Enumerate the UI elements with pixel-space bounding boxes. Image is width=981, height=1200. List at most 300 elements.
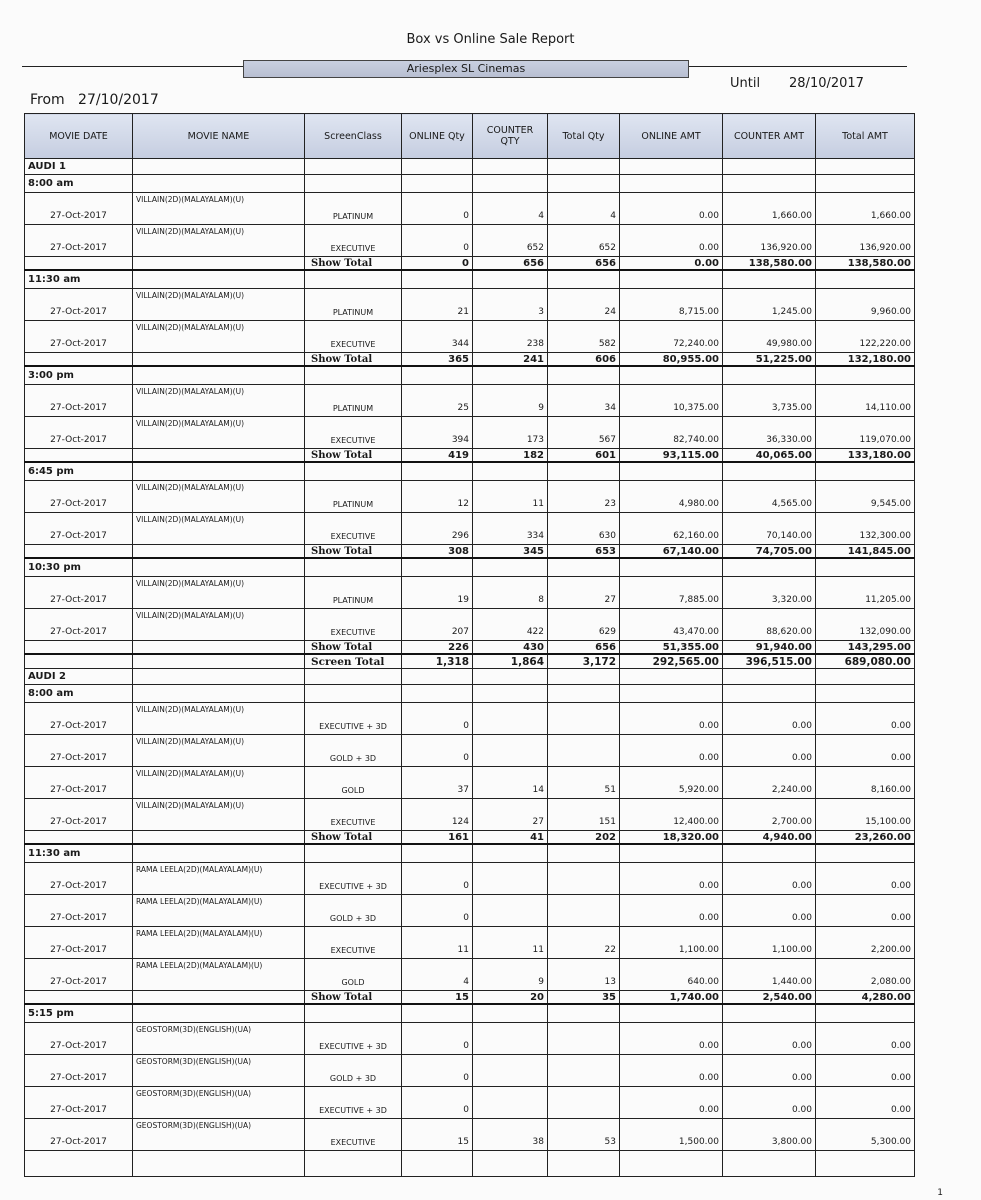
online-qty: 0 [402,863,473,895]
movie-name: GEOSTORM(3D)(ENGLISH)(UA) [133,1023,305,1055]
screen-class: EXECUTIVE [305,417,402,449]
show-total-row [25,991,915,1005]
total-amt: 136,920.00 [816,225,915,257]
online-qty: 296 [402,513,473,545]
counter-amt: 136,920.00 [723,225,816,257]
show-total-row-online-qty: 308 [402,545,473,559]
table-row [25,895,915,927]
empty-cell [133,270,305,289]
online-amt: 640.00 [620,959,723,991]
online-qty: 344 [402,321,473,353]
empty-cell [305,558,402,577]
empty-cell [816,558,915,577]
show-total-row [25,641,915,655]
screen-class: GOLD [305,959,402,991]
table-row [25,959,915,991]
movie-name: VILLAIN(2D)(MALAYALAM)(U) [133,225,305,257]
empty-cell [548,159,620,175]
screen-class: GOLD + 3D [305,735,402,767]
empty-cell [620,175,723,193]
empty-cell [473,669,548,685]
table-row [25,193,915,225]
counter-amt: 70,140.00 [723,513,816,545]
total-amt: 11,205.00 [816,577,915,609]
show-total-row-total-qty: 601 [548,449,620,463]
counter-qty [473,703,548,735]
empty-cell [816,1151,915,1177]
movie-name: VILLAIN(2D)(MALAYALAM)(U) [133,799,305,831]
online-amt: 0.00 [620,193,723,225]
empty-cell [25,449,133,463]
empty-cell [133,545,305,559]
show-total-row-total-qty: 202 [548,831,620,845]
show-total-row-online-amt: 1,740.00 [620,991,723,1005]
total-qty: 629 [548,609,620,641]
empty-cell [473,844,548,863]
column-header: ONLINE Qty [402,114,473,159]
empty-cell [402,558,473,577]
online-amt: 0.00 [620,1055,723,1087]
screen-name-row [25,159,915,175]
online-qty: 4 [402,959,473,991]
total-qty: 151 [548,799,620,831]
counter-amt: 1,660.00 [723,193,816,225]
report-title: Box vs Online Sale Report [406,32,575,47]
show-total-row-counter-qty: 241 [473,353,548,367]
empty-cell [402,669,473,685]
table-row [25,1023,915,1055]
total-qty: 34 [548,385,620,417]
show-total-row-label: Show Total [305,353,402,367]
empty-cell [473,159,548,175]
show-total-row-total-qty: 656 [548,641,620,655]
empty-cell [305,1151,402,1177]
screen-total-row-online-amt: 292,565.00 [620,654,723,669]
total-qty: 23 [548,481,620,513]
movie-name: VILLAIN(2D)(MALAYALAM)(U) [133,193,305,225]
movie-name: RAMA LEELA(2D)(MALAYALAM)(U) [133,863,305,895]
movie-name: GEOSTORM(3D)(ENGLISH)(UA) [133,1119,305,1151]
empty-cell [723,462,816,481]
empty-cell [473,1004,548,1023]
show-total-row-online-qty: 419 [402,449,473,463]
empty-cell [25,991,133,1005]
counter-amt: 0.00 [723,1087,816,1119]
screen-class: EXECUTIVE + 3D [305,703,402,735]
show-time-row-label: 10:30 pm [25,558,133,577]
empty-cell [548,844,620,863]
movie-name: VILLAIN(2D)(MALAYALAM)(U) [133,703,305,735]
movie-date: 27-Oct-2017 [25,799,133,831]
online-amt: 0.00 [620,895,723,927]
total-qty [548,1023,620,1055]
total-qty: 4 [548,193,620,225]
empty-cell [723,685,816,703]
screen-total-row-counter-amt: 396,515.00 [723,654,816,669]
counter-amt: 4,565.00 [723,481,816,513]
movie-name: VILLAIN(2D)(MALAYALAM)(U) [133,481,305,513]
table-row [25,225,915,257]
movie-date: 27-Oct-2017 [25,1087,133,1119]
screen-class: EXECUTIVE + 3D [305,1087,402,1119]
total-amt: 0.00 [816,1055,915,1087]
show-total-row-counter-qty: 345 [473,545,548,559]
empty-cell [620,366,723,385]
empty-cell [133,257,305,271]
empty-cell [133,641,305,655]
empty-cell [816,685,915,703]
show-total-row [25,449,915,463]
screen-class: EXECUTIVE [305,609,402,641]
total-amt: 0.00 [816,703,915,735]
counter-amt: 49,980.00 [723,321,816,353]
online-amt: 0.00 [620,735,723,767]
counter-qty: 238 [473,321,548,353]
show-total-row-online-qty: 226 [402,641,473,655]
show-time-row-label: 3:00 pm [25,366,133,385]
total-qty: 51 [548,767,620,799]
show-total-row-counter-qty: 41 [473,831,548,845]
counter-qty [473,863,548,895]
show-total-row-online-amt: 67,140.00 [620,545,723,559]
online-amt: 1,500.00 [620,1119,723,1151]
total-amt: 9,545.00 [816,481,915,513]
movie-name: RAMA LEELA(2D)(MALAYALAM)(U) [133,895,305,927]
total-amt: 0.00 [816,1087,915,1119]
show-total-row-counter-qty: 656 [473,257,548,271]
table-row [25,767,915,799]
counter-qty: 422 [473,609,548,641]
empty-cell [473,175,548,193]
total-amt: 119,070.00 [816,417,915,449]
header-row [25,114,915,159]
empty-cell [723,366,816,385]
counter-amt: 1,245.00 [723,289,816,321]
counter-qty: 14 [473,767,548,799]
show-total-row-total-qty: 656 [548,257,620,271]
online-qty: 21 [402,289,473,321]
online-qty: 0 [402,1087,473,1119]
column-header: ONLINE AMT [620,114,723,159]
empty-cell [305,1004,402,1023]
counter-qty [473,1055,548,1087]
empty-cell [402,159,473,175]
show-total-row-total-amt: 23,260.00 [816,831,915,845]
total-amt: 132,300.00 [816,513,915,545]
counter-amt: 1,100.00 [723,927,816,959]
online-qty: 0 [402,1055,473,1087]
screen-class: PLATINUM [305,289,402,321]
total-qty: 27 [548,577,620,609]
counter-amt: 0.00 [723,863,816,895]
online-amt: 4,980.00 [620,481,723,513]
online-qty: 394 [402,417,473,449]
show-time-row-label: 11:30 am [25,270,133,289]
empty-cell [133,1151,305,1177]
online-amt: 72,240.00 [620,321,723,353]
empty-cell [402,1151,473,1177]
show-total-row-label: Show Total [305,991,402,1005]
movie-date: 27-Oct-2017 [25,289,133,321]
total-qty: 53 [548,1119,620,1151]
online-amt: 62,160.00 [620,513,723,545]
movie-date: 27-Oct-2017 [25,1055,133,1087]
movie-date: 27-Oct-2017 [25,863,133,895]
show-time-row-label: 8:00 am [25,175,133,193]
empty-cell [133,685,305,703]
total-amt: 14,110.00 [816,385,915,417]
screen-total-row-online-qty: 1,318 [402,654,473,669]
screen-class: EXECUTIVE [305,927,402,959]
empty-cell [133,1004,305,1023]
empty-cell [723,159,816,175]
show-total-row-label: Show Total [305,831,402,845]
empty-cell [620,1004,723,1023]
online-amt: 8,715.00 [620,289,723,321]
show-total-row-label: Show Total [305,641,402,655]
from-date-line [30,92,159,108]
counter-qty: 8 [473,577,548,609]
movie-date: 27-Oct-2017 [25,481,133,513]
movie-date: 27-Oct-2017 [25,321,133,353]
column-header: MOVIE DATE [25,114,133,159]
show-total-row-online-qty: 365 [402,353,473,367]
movie-name: VILLAIN(2D)(MALAYALAM)(U) [133,609,305,641]
empty-cell [402,270,473,289]
show-total-row-label: Show Total [305,449,402,463]
empty-cell [620,558,723,577]
counter-amt: 2,240.00 [723,767,816,799]
table-row [25,609,915,641]
table-row [25,577,915,609]
empty-cell [548,669,620,685]
empty-cell [25,545,133,559]
empty-cell [133,991,305,1005]
show-total-row-label: Show Total [305,257,402,271]
movie-date: 27-Oct-2017 [25,193,133,225]
empty-cell [620,159,723,175]
screen-total-row-counter-qty: 1,864 [473,654,548,669]
empty-cell [473,270,548,289]
show-time-row [25,175,915,193]
movie-date: 27-Oct-2017 [25,703,133,735]
empty-cell [548,270,620,289]
empty-cell [816,462,915,481]
total-amt: 1,660.00 [816,193,915,225]
empty-cell [133,654,305,669]
counter-amt: 3,735.00 [723,385,816,417]
show-total-row-online-amt: 51,355.00 [620,641,723,655]
counter-qty: 9 [473,385,548,417]
screen-total-row [25,654,915,669]
until-date-line [730,76,864,91]
empty-cell [305,159,402,175]
empty-cell [723,175,816,193]
counter-amt: 36,330.00 [723,417,816,449]
table-row [25,417,915,449]
total-amt: 122,220.00 [816,321,915,353]
screen-class: EXECUTIVE [305,225,402,257]
empty-cell [305,844,402,863]
counter-qty [473,1087,548,1119]
movie-name: VILLAIN(2D)(MALAYALAM)(U) [133,321,305,353]
movie-date: 27-Oct-2017 [25,577,133,609]
show-total-row-online-qty: 15 [402,991,473,1005]
show-total-row-online-amt: 80,955.00 [620,353,723,367]
online-qty: 15 [402,1119,473,1151]
movie-date: 27-Oct-2017 [25,767,133,799]
empty-cell [620,1151,723,1177]
total-amt: 5,300.00 [816,1119,915,1151]
online-qty: 11 [402,927,473,959]
online-qty: 12 [402,481,473,513]
empty-cell [402,462,473,481]
empty-cell [133,353,305,367]
until-date: 28/10/2017 [789,76,864,91]
show-total-row-counter-amt: 74,705.00 [723,545,816,559]
show-total-row-online-amt: 18,320.00 [620,831,723,845]
column-header: COUNTER AMT [723,114,816,159]
from-label: From [30,92,65,108]
empty-cell [548,175,620,193]
screen-total-row-label: Screen Total [305,654,402,669]
show-time-row [25,844,915,863]
total-qty: 630 [548,513,620,545]
total-qty: 582 [548,321,620,353]
empty-cell [723,844,816,863]
movie-date: 27-Oct-2017 [25,385,133,417]
empty-cell [548,1004,620,1023]
total-qty [548,1087,620,1119]
empty-cell [548,1151,620,1177]
show-total-row-total-amt: 133,180.00 [816,449,915,463]
table-row [25,1087,915,1119]
empty-cell [25,654,133,669]
empty-cell [548,366,620,385]
counter-amt: 3,800.00 [723,1119,816,1151]
movie-date: 27-Oct-2017 [25,1119,133,1151]
movie-date: 27-Oct-2017 [25,1023,133,1055]
online-qty: 25 [402,385,473,417]
online-amt: 82,740.00 [620,417,723,449]
page-number: 1 [937,1188,943,1198]
table-row [25,385,915,417]
movie-name: VILLAIN(2D)(MALAYALAM)(U) [133,513,305,545]
empty-cell [620,685,723,703]
empty-cell [548,462,620,481]
counter-amt: 0.00 [723,1055,816,1087]
empty-cell [723,558,816,577]
empty-cell [133,366,305,385]
blank-row [25,1151,915,1177]
counter-qty: 3 [473,289,548,321]
show-total-row-total-amt: 138,580.00 [816,257,915,271]
empty-cell [473,462,548,481]
movie-date: 27-Oct-2017 [25,513,133,545]
empty-cell [305,175,402,193]
empty-cell [133,831,305,845]
empty-cell [548,685,620,703]
show-total-row-total-qty: 35 [548,991,620,1005]
movie-name: VILLAIN(2D)(MALAYALAM)(U) [133,577,305,609]
show-time-row-label: 5:15 pm [25,1004,133,1023]
empty-cell [473,366,548,385]
show-total-row [25,545,915,559]
movie-name: VILLAIN(2D)(MALAYALAM)(U) [133,289,305,321]
screen-class: GOLD + 3D [305,895,402,927]
total-amt: 0.00 [816,1023,915,1055]
total-amt: 0.00 [816,735,915,767]
show-time-row-label: 6:45 pm [25,462,133,481]
online-qty: 0 [402,1023,473,1055]
movie-date: 27-Oct-2017 [25,417,133,449]
empty-cell [402,1004,473,1023]
movie-date: 27-Oct-2017 [25,927,133,959]
online-qty: 0 [402,225,473,257]
from-date: 27/10/2017 [78,92,159,108]
show-time-row [25,462,915,481]
empty-cell [305,366,402,385]
total-amt: 9,960.00 [816,289,915,321]
counter-qty [473,735,548,767]
show-total-row-counter-amt: 138,580.00 [723,257,816,271]
table-row [25,799,915,831]
counter-qty: 38 [473,1119,548,1151]
show-total-row-total-amt: 143,295.00 [816,641,915,655]
empty-cell [25,641,133,655]
empty-cell [133,462,305,481]
screen-class: PLATINUM [305,577,402,609]
counter-qty: 11 [473,927,548,959]
show-total-row-counter-qty: 182 [473,449,548,463]
movie-name: VILLAIN(2D)(MALAYALAM)(U) [133,735,305,767]
total-qty: 13 [548,959,620,991]
table-row [25,1055,915,1087]
show-time-row [25,558,915,577]
empty-cell [25,831,133,845]
total-amt: 0.00 [816,863,915,895]
table-row [25,703,915,735]
screen-name-row [25,669,915,685]
counter-qty: 173 [473,417,548,449]
empty-cell [723,270,816,289]
empty-cell [25,257,133,271]
empty-cell [133,844,305,863]
movie-date: 27-Oct-2017 [25,225,133,257]
table-row [25,735,915,767]
empty-cell [473,558,548,577]
movie-name: GEOSTORM(3D)(ENGLISH)(UA) [133,1055,305,1087]
show-total-row [25,831,915,845]
table-row [25,1119,915,1151]
column-header: Total AMT [816,114,915,159]
empty-cell [816,669,915,685]
total-qty [548,863,620,895]
empty-cell [305,462,402,481]
total-amt: 15,100.00 [816,799,915,831]
table-row [25,481,915,513]
screen-class: PLATINUM [305,193,402,225]
online-amt: 43,470.00 [620,609,723,641]
sales-table [24,113,915,1177]
total-amt: 2,200.00 [816,927,915,959]
screen-class: GOLD + 3D [305,1055,402,1087]
online-amt: 10,375.00 [620,385,723,417]
empty-cell [402,175,473,193]
show-time-row [25,270,915,289]
movie-name: VILLAIN(2D)(MALAYALAM)(U) [133,417,305,449]
counter-qty: 334 [473,513,548,545]
